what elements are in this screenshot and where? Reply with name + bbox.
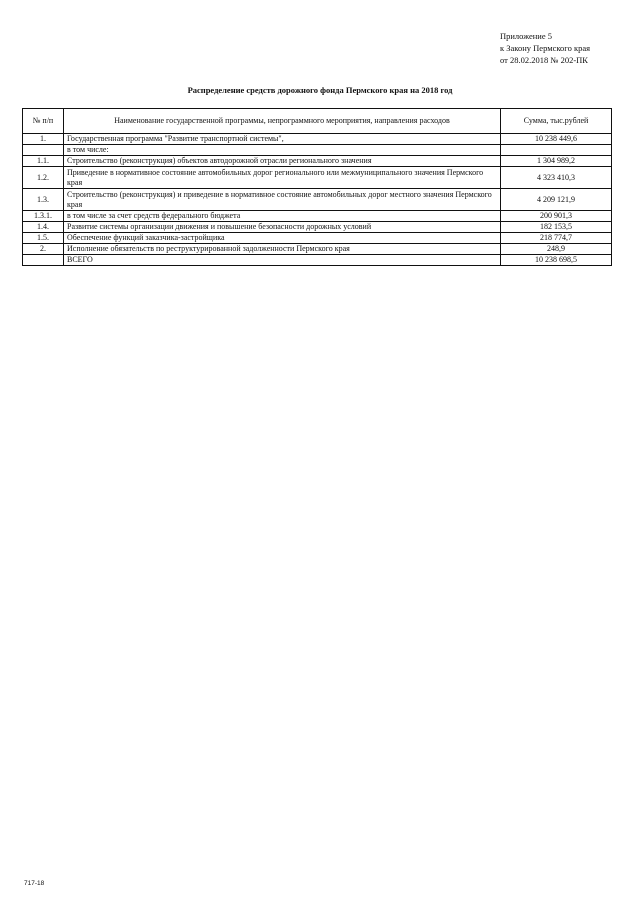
row-num: 1.5. (23, 233, 64, 244)
row-sum: 4 209 121,9 (501, 189, 612, 211)
table-row (23, 222, 612, 233)
row-sum: 10 238 449,6 (501, 134, 612, 145)
budget-table (22, 108, 612, 266)
row-num: 1. (23, 134, 64, 145)
row-name: Приведение в нормативное состояние автомобильных дорог регионального или межмуниципального значения Пермского края (64, 167, 501, 189)
row-num: 1.3. (23, 189, 64, 211)
header-sum: Сумма, тыс.рублей (501, 109, 612, 134)
row-name: ВСЕГО (64, 255, 501, 266)
table-row (23, 233, 612, 244)
row-num: 2. (23, 244, 64, 255)
row-sum: 218 774,7 (501, 233, 612, 244)
table-header-row (23, 109, 612, 134)
header-name: Наименование государственной программы, непрограммного мероприятия, направления расходов (64, 109, 501, 134)
row-num (23, 145, 64, 156)
row-name: Обеспечение функций заказчика-застройщика (64, 233, 501, 244)
annex-law: к Закону Пермского края (500, 43, 591, 53)
row-num (23, 255, 64, 266)
row-name: в том числе: (64, 145, 501, 156)
row-sum (501, 145, 612, 156)
row-sum: 248,9 (501, 244, 612, 255)
row-sum: 10 238 698,5 (501, 255, 612, 266)
row-num: 1.3.1. (23, 211, 64, 222)
table-row (23, 167, 612, 189)
document-code: 717-18 (24, 880, 45, 887)
annex-number: Приложение 5 (500, 31, 552, 41)
table-row-total (23, 255, 612, 266)
row-sum: 4 323 410,3 (501, 167, 612, 189)
row-name: Государственная программа "Развитие транспортной системы", (64, 134, 501, 145)
annex-date: от 28.02.2018 № 202-ПК (500, 55, 588, 65)
row-name: Развитие системы организации движения и повышение безопасности дорожных условий (64, 222, 501, 233)
row-num: 1.1. (23, 156, 64, 167)
row-name: Строительство (реконструкция) объектов автодорожной отрасли регионального значения (64, 156, 501, 167)
row-num: 1.2. (23, 167, 64, 189)
table-row (23, 156, 612, 167)
table-row (23, 145, 612, 156)
row-name: Строительство (реконструкция) и приведение в нормативное состояние автомобильных дорог местного значения Пермского края (64, 189, 501, 211)
row-sum: 200 901,3 (501, 211, 612, 222)
header-num: № п/п (23, 109, 64, 134)
row-num: 1.4. (23, 222, 64, 233)
table-row (23, 244, 612, 255)
table-row (23, 189, 612, 211)
row-sum: 1 304 989,2 (501, 156, 612, 167)
table-row (23, 211, 612, 222)
annex-header (500, 30, 630, 66)
row-name: Исполнение обязательств по реструктурированной задолженности Пермского края (64, 244, 501, 255)
row-sum: 182 153,5 (501, 222, 612, 233)
row-name: в том числе за счет средств федерального бюджета (64, 211, 501, 222)
table-row (23, 134, 612, 145)
document-title: Распределение средств дорожного фонда Пермского края на 2018 год (187, 85, 453, 95)
